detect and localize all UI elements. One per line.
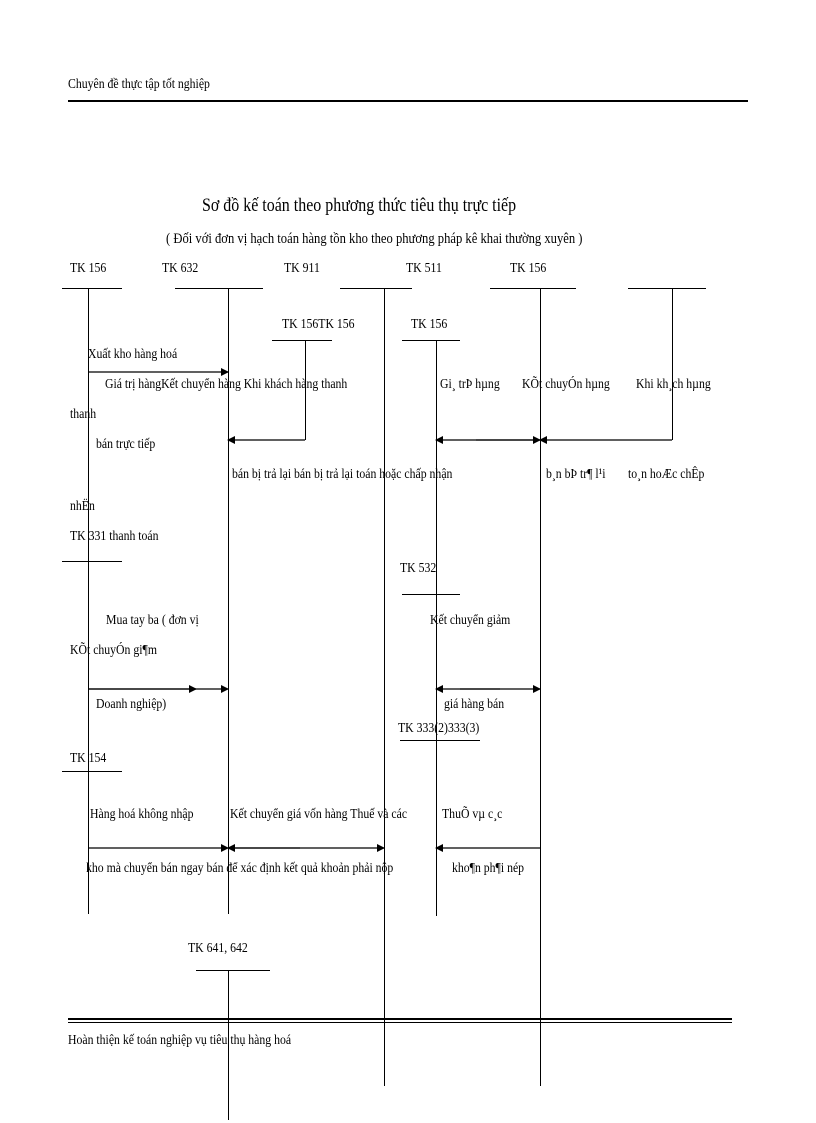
- account-tk156-right: TK 156: [510, 261, 547, 276]
- label-mua-tay-ba: Mua tay ba ( đơn vị: [106, 613, 199, 628]
- label-thue-vu-b: ThuÕ vµ c¸c: [442, 807, 503, 822]
- account-tk156-sub: TK 156: [411, 317, 448, 332]
- account-tk511: TK 511: [406, 261, 442, 276]
- label-ket-chuyen-gia-von: Kết chuyển giá vốn hàng Thuế và các: [230, 807, 408, 822]
- account-tk333: TK 333(2)333(3): [398, 721, 480, 736]
- account-tk532: TK 532: [400, 561, 437, 576]
- diagram-title: Sơ đồ kế toán theo phương thức tiêu thụ trực tiếp: [202, 195, 517, 216]
- account-tk331: TK 331 thanh toán: [70, 529, 159, 544]
- label-doanh-nghiep: Doanh nghiệp): [96, 697, 167, 712]
- label-nhan-b: nhËn: [70, 499, 95, 514]
- account-tk156-tk156: TK 156TK 156: [282, 317, 355, 332]
- account-tk154: TK 154: [70, 751, 107, 766]
- label-row1: Giá trị hàngKết chuyển hàng Khi khách hàng thanh: [105, 377, 348, 392]
- account-tk641: TK 641, 642: [188, 941, 248, 956]
- diagram-subtitle: ( Đối với đơn vị hạch toán hàng tồn kho theo phương pháp kê khai thường xuyên ): [166, 231, 583, 247]
- label-ban-truc-tiep: bán trực tiếp: [96, 437, 156, 452]
- account-tk632: TK 632: [162, 261, 199, 276]
- label-thanh: thanh: [70, 407, 97, 422]
- label-ket-chuyen-b: KÕt chuyÓn hµng: [522, 377, 610, 392]
- label-ban-bi-b: b¸n bÞ tr¶ l¹i: [546, 467, 606, 482]
- label-ket-chuyen-giam-b: KÕt chuyÓn gi¶m: [70, 643, 157, 658]
- label-ket-chuyen-giam: Kết chuyển giảm: [430, 613, 511, 628]
- label-khoan-phai-b: kho¶n ph¶i nép: [452, 861, 525, 876]
- label-gia-hang-ban: giá hàng bán: [444, 697, 505, 712]
- label-gia-tri-b: Gi¸ trÞ hµng: [440, 377, 500, 392]
- footer-text: Hoàn thiện kế toán nghiệp vụ tiêu thụ hàng hoá: [68, 1033, 292, 1048]
- account-tk156-left: TK 156: [70, 261, 107, 276]
- label-toan-hoac-b: to¸n hoÆc chÊp: [628, 467, 705, 482]
- label-hang-hoa-khong-nhap: Hàng hoá không nhập: [90, 807, 194, 822]
- label-kho-ma: kho mà chuyển bán ngay bán để xác định kết quả khoản phải nộp: [86, 861, 394, 876]
- header-text: Chuyên đề thực tập tốt nghiệp: [68, 77, 210, 92]
- label-khi-kh-b: Khi kh¸ch hµng: [636, 377, 711, 392]
- label-row2: bán bị trả lại bán bị trả lại toán hoặc chấp nhận: [232, 467, 453, 482]
- label-xuat-kho: Xuất kho hàng hoá: [88, 347, 178, 362]
- account-tk911: TK 911: [284, 261, 320, 276]
